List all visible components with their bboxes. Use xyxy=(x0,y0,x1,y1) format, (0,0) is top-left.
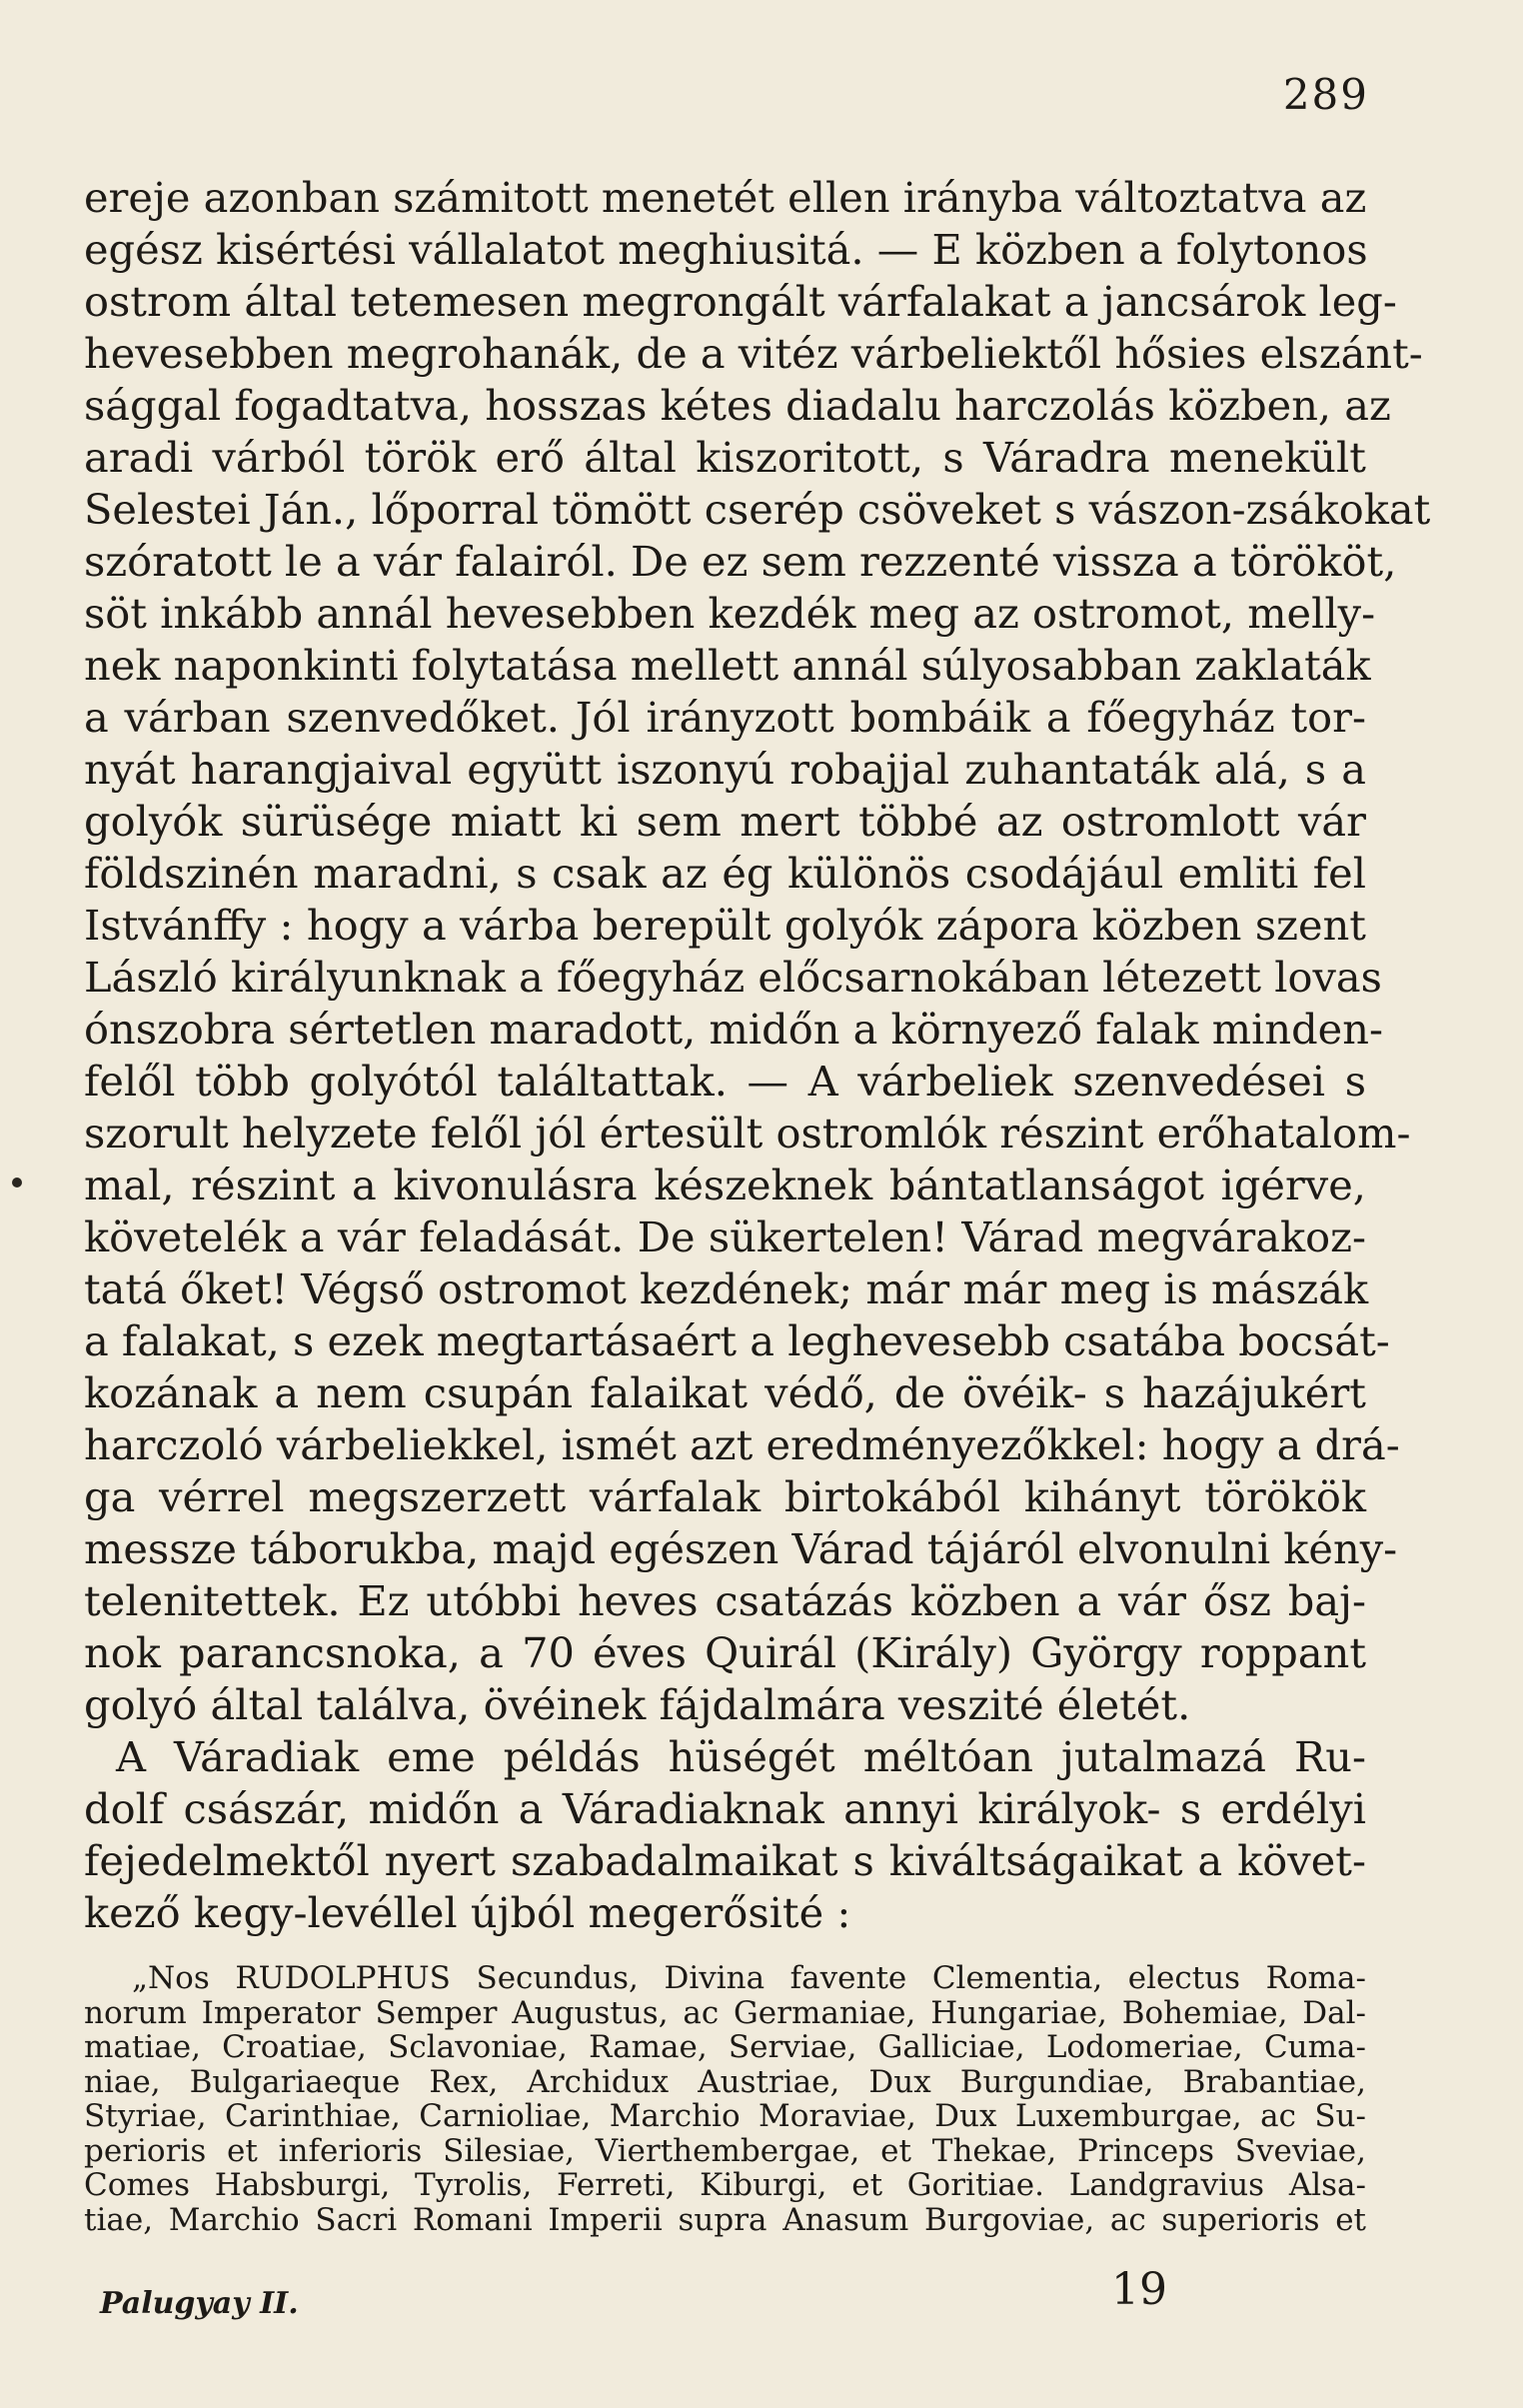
page-number: 289 xyxy=(1282,70,1369,119)
text-line: ónszobra sértetlen maradott, midőn a környező falak minden- xyxy=(84,1005,1383,1054)
text-line: ostrom által tetemesen megrongált várfalakat a jancsárok leg- xyxy=(84,277,1397,326)
text-line: telenitettek. Ez utóbbi heves csatázás közben a vár ősz baj- xyxy=(84,1576,1366,1625)
quote-line: tiae, Marchio Sacri Romani Imperii supra Anasum Burgoviae, ac superioris et xyxy=(84,2201,1366,2238)
printer-signature: Palugyay II. xyxy=(100,2286,299,2321)
quote-line: matiae, Croatiae, Sclavoniae, Ramae, Serviae, Galliciae, Lodomeriae, Cuma- xyxy=(84,2029,1366,2065)
margin-mark xyxy=(12,1178,22,1188)
text-line: kozának a nem csupán falaikat védő, de övéik- s hazájukért xyxy=(84,1368,1366,1417)
text-line: dolf császár, midőn a Váradiaknak annyi királyok- s erdélyi xyxy=(84,1784,1366,1833)
text-line: a falakat, s ezek megtartásaért a leghevesebb csatába bocsát- xyxy=(84,1316,1390,1365)
text-line: szorult helyzete felől jól értesült ostromlók részint erőhatalom- xyxy=(84,1109,1411,1158)
text-line: aradi várból török erő által kiszoritott, s Váradra menekült xyxy=(84,433,1366,482)
text-line: szóratott le a vár falairól. De ez sem rezzenté vissza a törököt, xyxy=(84,537,1397,586)
quote-line: niae, Bulgariaeque Rex, Archidux Austriae, Dux Burgundiae, Brabantiae, xyxy=(84,2063,1366,2100)
text-line: golyó által találva, övéinek fájdalmára veszité életét. xyxy=(84,1680,1191,1729)
text-line: tatá őket! Végső ostromot kezdének; már már meg is mászák xyxy=(84,1264,1369,1313)
text-line: a várban szenvedőket. Jól irányzott bombáik a főegyház tor- xyxy=(84,693,1366,742)
text-line: felől több golyótól találtattak. — A várbeliek szenvedései s xyxy=(84,1057,1366,1106)
text-line: kező kegy-levéllel újból megerősité : xyxy=(84,1888,851,1937)
quote-line: perioris et inferioris Silesiae, Vierthembergae, et Thekae, Princeps Sveviae, xyxy=(84,2132,1366,2169)
text-line: mal, részint a kivonulásra készeknek bántatlanságot igérve, xyxy=(84,1161,1366,1209)
quote-line: norum Imperator Semper Augustus, ac Germaniae, Hungariae, Bohemiae, Dal- xyxy=(84,1994,1366,2031)
text-line: nok parancsnoka, a 70 éves Quirál (Király) György roppant xyxy=(84,1628,1366,1677)
body-text xyxy=(84,172,1431,1939)
text-line: A Váradiak eme példás hüségét méltóan jutalmazá Ru- xyxy=(116,1732,1366,1781)
text-line: László királyunknak a főegyház előcsarnokában létezett lovas xyxy=(84,953,1382,1002)
text-line: harczoló várbeliekkel, ismét azt eredményezőkkel: hogy a drá- xyxy=(84,1420,1400,1469)
text-line: söt inkább annál hevesebben kezdék meg az ostromot, melly- xyxy=(84,589,1376,638)
text-line: messze táborukba, majd egészen Várad tájáról elvonulni kény- xyxy=(84,1524,1398,1573)
text-line: egész kisértési vállalatot meghiusitá. — E közben a folytonos xyxy=(84,225,1368,274)
text-line: sággal fogadtatva, hosszas kétes diadalu harczolás közben, az xyxy=(84,381,1391,430)
text-line: fejedelmektől nyert szabadalmaikat s kiváltságaikat a követ- xyxy=(84,1836,1366,1885)
quote-line: Styriae, Carinthiae, Carnioliae, Marchio Moraviae, Dux Luxemburgae, ac Su- xyxy=(84,2098,1366,2134)
quote-line: Comes Habsburgi, Tyrolis, Ferreti, Kiburgi, et Goritiae. Landgravius Alsa- xyxy=(84,2167,1366,2203)
text-line: Istvánffy : hogy a várba berepült golyók zápora közben szent xyxy=(84,901,1366,950)
text-line: ereje azonban számitott menetét ellen irányba változtatva az xyxy=(84,173,1367,222)
text-line: ga vérrel megszerzett várfalak birtokából kihányt törökök xyxy=(84,1472,1366,1521)
text-line: hevesebben megrohanák, de a vitéz várbeliektől hősies elszánt- xyxy=(84,329,1423,378)
text-line: nyát harangjaival együtt iszonyú robajjal zuhantaták alá, s a xyxy=(84,745,1366,794)
text-line: nek naponkinti folytatása mellett annál súlyosabban zaklaták xyxy=(84,641,1371,690)
text-line: követelék a vár feladását. De sükertelen! Várad megvárakoz- xyxy=(84,1212,1366,1261)
quoted-charter xyxy=(84,1961,1366,2237)
text-line: Selestei Ján., lőporral tömött cserép csöveket s vászon-zsákokat xyxy=(84,485,1431,534)
quote-line: „Nos RUDOLPHUS Secundus, Divina favente Clementia, electus Roma- xyxy=(132,1960,1366,1996)
signature-number: 19 xyxy=(1111,2264,1167,2315)
text-line: golyók sürüsége miatt ki sem mert többé az ostromlott vár xyxy=(84,797,1366,846)
text-line: földszinén maradni, s csak az ég különös csodájául emliti fel xyxy=(84,849,1366,898)
